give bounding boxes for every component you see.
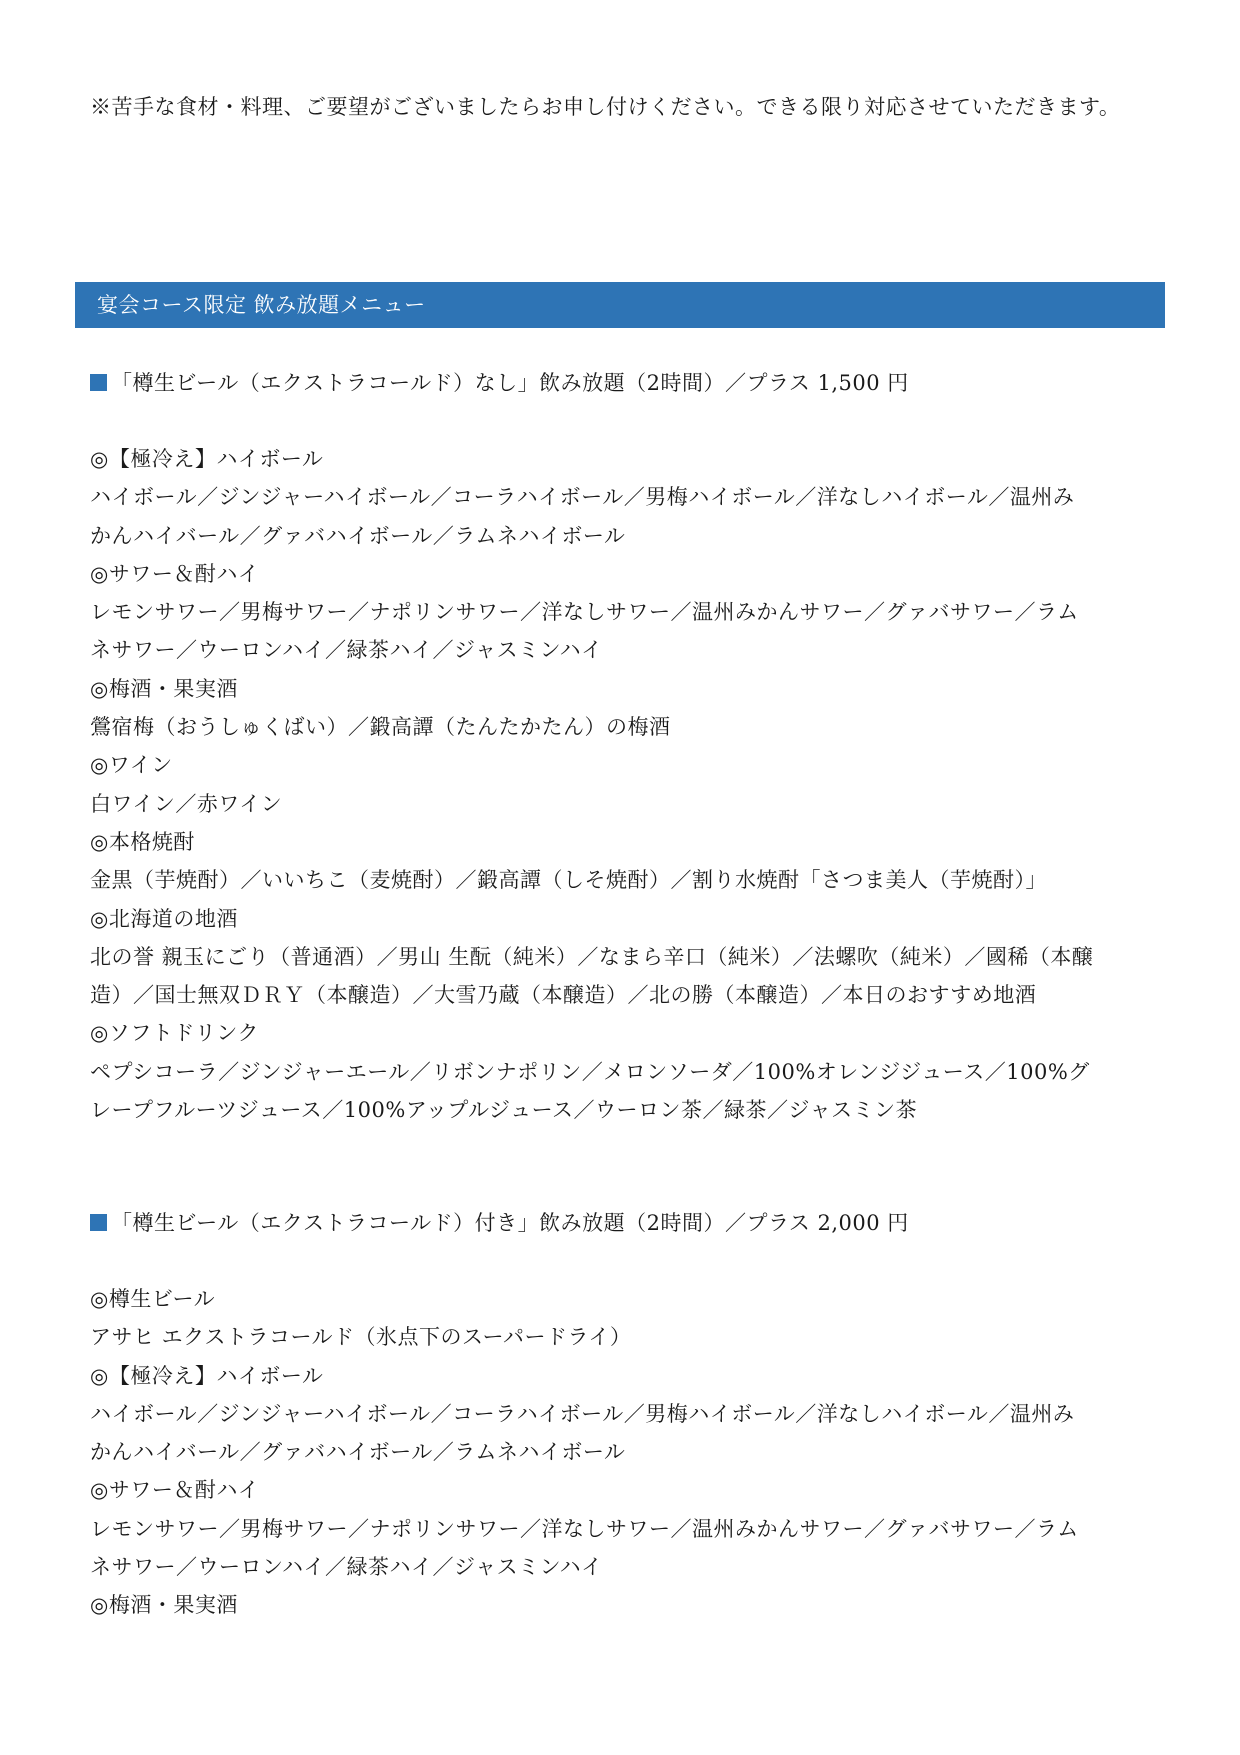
- square-bullet-icon: [90, 1214, 107, 1231]
- category-label: ◎【極冷え】ハイボール: [90, 1363, 324, 1388]
- category-label: ◎北海道の地酒: [90, 906, 238, 931]
- drink-items-line: ネサワー／ウーロンハイ／緑茶ハイ／ジャスミンハイ: [90, 1555, 603, 1580]
- plan-2-drink-list: [90, 1280, 1150, 1625]
- drink-items-line: 北の誉 親玉にごり（普通酒）／男山 生酛（純米）／なまら辛口（純米）／法螺吹（純米）／國稀（本醸: [90, 944, 1094, 969]
- category-label: ◎梅酒・果実酒: [90, 1593, 238, 1618]
- category-label: ◎樽生ビール: [90, 1287, 216, 1311]
- drink-items-line: 白ワイン／赤ワイン: [90, 791, 283, 816]
- drink-items-line: かんハイバール／グァバハイボール／ラムネハイボール: [90, 523, 626, 548]
- drink-items-line: レモンサワー／男梅サワー／ナポリンサワー／洋なしサワー／温州みかんサワー／グァバサワー／ラム: [90, 600, 1079, 625]
- category-label: ◎梅酒・果実酒: [90, 676, 238, 701]
- drink-items-line: ハイボール／ジンジャーハイボール／コーラハイボール／男梅ハイボール／洋なしハイボール／温州み: [90, 1401, 1075, 1426]
- plan-heading-1: [90, 364, 1150, 402]
- drink-items-line: 金黒（芋焼酎）／いいちこ（麦焼酎）／鍛高譚（しそ焼酎）／割り水焼酎「さつま美人（芋焼酎）」: [90, 868, 1047, 893]
- plan-heading-2: [90, 1204, 1150, 1242]
- drink-items-line: アサヒ エクストラコールド（氷点下のスーパードライ）: [90, 1325, 632, 1350]
- plan-heading-text: 「樽生ビール（エクストラコールド）付き」飲み放題（2時間）／プラス 2,000 円: [111, 1211, 909, 1235]
- plan-heading-text: 「樽生ビール（エクストラコールド）なし」飲み放題（2時間）／プラス 1,500 円: [111, 371, 909, 395]
- drink-items-line: ネサワー／ウーロンハイ／緑茶ハイ／ジャスミンハイ: [90, 638, 603, 663]
- section-banner: 宴会コース限定 飲み放題メニュー: [75, 282, 1165, 328]
- drink-items-line: ペプシコーラ／ジンジャーエール／リボンナポリン／メロンソーダ／100%オレンジジュース／100%グ: [90, 1059, 1090, 1084]
- category-label: ◎サワー＆酎ハイ: [90, 561, 260, 586]
- category-label: ◎【極冷え】ハイボール: [90, 447, 324, 471]
- category-label: ◎ワイン: [90, 753, 173, 778]
- drink-items-line: ハイボール／ジンジャーハイボール／コーラハイボール／男梅ハイボール／洋なしハイボール／温州み: [90, 485, 1075, 510]
- drink-items-line: レモンサワー／男梅サワー／ナポリンサワー／洋なしサワー／温州みかんサワー／グァバサワー／ラム: [90, 1516, 1079, 1541]
- category-label: ◎サワー＆酎ハイ: [90, 1478, 260, 1503]
- drink-items-line: 造）／国士無双ＤＲＹ（本醸造）／大雪乃蔵（本醸造）／北の勝（本醸造）／本日のおすすめ地酒: [90, 983, 1037, 1008]
- drink-items-line: 鶯宿梅（おうしゅくばい）／鍛高譚（たんたかたん）の梅酒: [90, 715, 671, 740]
- plan-1-drink-list: [90, 440, 1150, 1129]
- drink-items-line: レープフルーツジュース／100%アップルジュース／ウーロン茶／緑茶／ジャスミン茶: [90, 1098, 918, 1123]
- drink-items-line: かんハイバール／グァバハイボール／ラムネハイボール: [90, 1440, 626, 1465]
- category-label: ◎本格焼酎: [90, 829, 195, 854]
- category-label: ◎ソフトドリンク: [90, 1021, 259, 1046]
- square-bullet-icon: [90, 374, 107, 391]
- intro-note: ※苦手な食材・料理、ご要望がございましたらお申し付けください。できる限り対応させていただきます。: [90, 95, 1121, 119]
